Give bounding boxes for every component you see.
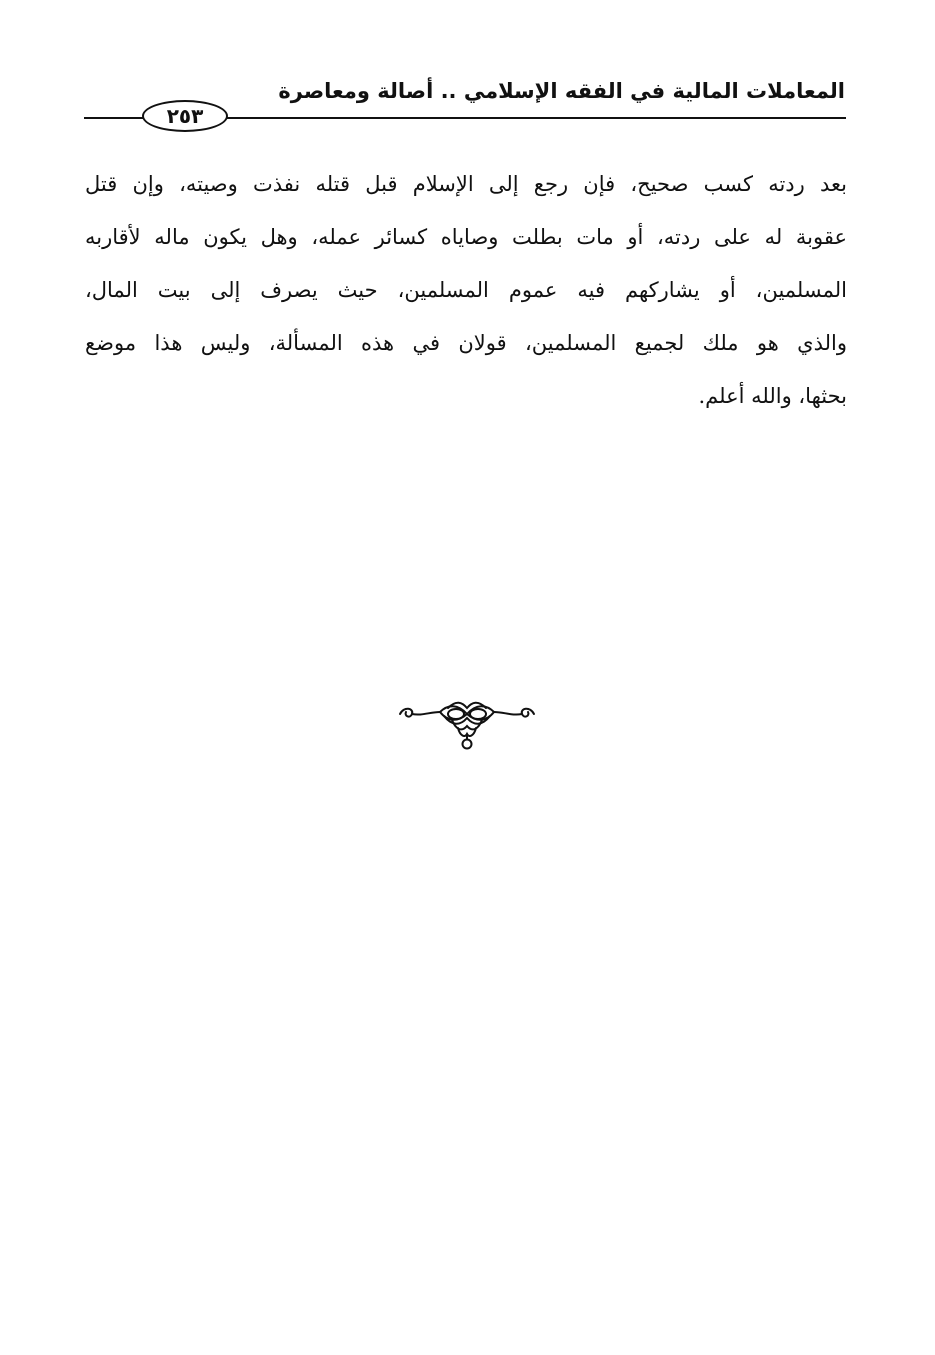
body-line-5: بحثها، والله أعلم. — [698, 384, 847, 408]
body-line-4: والذي هو ملك لجميع المسلمين، قولان في هذه المسألة، وليس هذا موضع — [85, 331, 847, 355]
body-line-3: المسلمين، أو يشاركهم فيه عموم المسلمين، حيث يصرف إلى بيت المال، — [85, 278, 847, 302]
page-number-oval — [142, 100, 228, 132]
body-paragraph — [85, 158, 847, 423]
end-of-section-ornament-icon — [396, 700, 538, 756]
running-header-title: المعاملات المالية في الفقه الإسلامي .. أصالة ومعاصرة — [278, 79, 845, 103]
page-number: ٢٥٣ — [166, 104, 204, 128]
body-line-1: بعد ردته كسب صحيح، فإن رجع إلى الإسلام قبل قتله نفذت وصيته، وإن قتل — [85, 172, 847, 196]
body-line-2: عقوبة له على ردته، أو مات بطلت وصاياه كسائر عمله، وهل يكون ماله لأقاربه — [85, 225, 847, 249]
